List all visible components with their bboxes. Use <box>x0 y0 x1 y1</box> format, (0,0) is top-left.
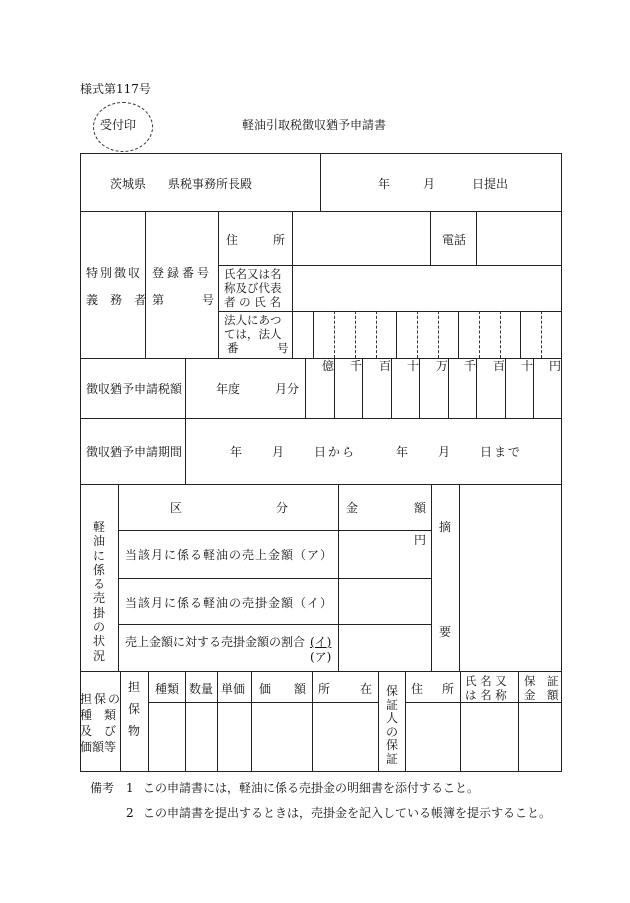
corp-number-box-divider <box>355 311 356 358</box>
corp-number-box-divider <box>334 311 335 358</box>
corp-number-box-divider <box>541 311 542 358</box>
row-divider <box>218 311 562 312</box>
digit-label: 百 <box>379 359 392 373</box>
collateral-side-label-4: 価額等 <box>80 740 117 754</box>
column-divider <box>185 418 186 484</box>
digit-label: 千 <box>350 359 363 373</box>
row-divider <box>118 624 431 625</box>
collateral-side-label-1: 担保の <box>80 692 123 706</box>
guarantor-name-header-1: 氏 名 又 <box>465 674 507 688</box>
ratio-denominator: (ア) <box>310 650 332 664</box>
value-header-b: 額 <box>294 682 307 696</box>
unit-price-column-header: 単価 <box>221 682 246 696</box>
date-submitted-label: 日提出 <box>472 177 509 191</box>
value-header-a: 価 <box>259 682 272 696</box>
tax-amount-label: 徴収猶予申請税額 <box>86 382 183 396</box>
column-divider <box>459 484 460 671</box>
column-divider <box>476 211 477 265</box>
corp-number-box-divider <box>520 311 521 358</box>
fiscal-year-label: 年度 <box>216 382 241 396</box>
registration-dai-label: 第 <box>152 293 165 307</box>
phone-label: 電話 <box>442 233 467 247</box>
form-title: 軽油引取税徴収猶予申請書 <box>242 118 387 132</box>
column-divider <box>430 211 431 265</box>
special-collector-label-2: 義 務 者 <box>86 293 147 307</box>
column-divider <box>431 484 432 671</box>
date-year-label: 年 <box>378 177 391 191</box>
special-collector-label: 特別徴収 <box>86 266 143 280</box>
notes-label: 備考 <box>90 781 115 795</box>
guarantee-amount-header-1: 保 証 <box>524 674 559 688</box>
period-start-day: 日から <box>314 445 357 459</box>
ratio-numerator: (イ) <box>310 635 332 649</box>
note-text-1: この申請書には，軽油に係る売掛金の明細書を添付すること。 <box>143 781 480 795</box>
digit-label: 十 <box>521 359 534 373</box>
receivable-amount-row-label: 当該月に係る軽油の売掛金額（イ） <box>125 596 334 610</box>
period-start-year: 年 <box>230 445 243 459</box>
column-divider <box>185 358 186 418</box>
row-divider <box>80 484 562 485</box>
row-divider <box>118 578 431 579</box>
corp-number-box-divider <box>396 311 397 358</box>
digit-divider <box>391 358 392 418</box>
remarks-label-a: 摘 <box>439 520 452 534</box>
header-kubun-b: 分 <box>276 501 289 515</box>
header-amount-b: 額 <box>414 501 427 515</box>
digit-label: 千 <box>464 359 477 373</box>
ratio-row-label: 売上金額に対する売掛金額の割合 <box>125 635 306 649</box>
column-divider <box>120 671 121 772</box>
column-divider <box>518 671 519 772</box>
note-number-1: 1 <box>126 781 134 795</box>
location-header-a: 所 <box>318 682 331 696</box>
name-label-line3: 者 の 氏 名 <box>224 295 281 309</box>
column-divider <box>338 484 339 671</box>
kind-column-header: 種類 <box>155 682 180 696</box>
note-text-2: この申請書を提出するときは，売掛金を記入している帳簿を提示すること。 <box>143 806 552 820</box>
column-divider <box>118 484 119 671</box>
yen-unit: 円 <box>414 533 427 547</box>
row-divider <box>80 671 562 672</box>
row-divider <box>118 530 431 531</box>
digit-divider <box>448 358 449 418</box>
digit-label: 万 <box>436 359 449 373</box>
column-divider <box>217 671 218 772</box>
digit-divider <box>476 358 477 418</box>
column-divider <box>405 671 406 772</box>
column-divider <box>320 153 321 211</box>
period-end-month: 月 <box>438 445 451 459</box>
form-number: 様式第117号 <box>80 82 151 96</box>
date-month-label: 月 <box>423 177 436 191</box>
name-label-line2: 称及び代表 <box>224 281 282 295</box>
column-divider <box>185 671 186 772</box>
collateral-item-label: 担保物 <box>127 680 140 738</box>
column-divider <box>218 211 219 358</box>
remarks-label-b: 要 <box>439 625 452 639</box>
corp-number-box-divider <box>376 311 377 358</box>
row-divider <box>80 358 562 359</box>
location-header-b: 在 <box>360 682 373 696</box>
name-label-line1: 氏名又は名 <box>224 267 282 281</box>
stamp-label: 受付印 <box>100 118 137 132</box>
guarantor-name-header-2: は 名 称 <box>465 688 507 702</box>
row-divider <box>148 702 378 703</box>
sales-status-side-label: 軽油に係る売掛の状況 <box>92 520 105 663</box>
column-divider <box>312 671 313 772</box>
address-label-sho: 所 <box>273 233 286 247</box>
corp-number-label-ban: 番 <box>227 341 239 355</box>
corp-number-label-go: 号 <box>277 341 289 355</box>
guarantor-address-header-b: 所 <box>442 682 455 696</box>
digit-divider <box>419 358 420 418</box>
sales-amount-row-label: 当該月に係る軽油の売上金額（ア） <box>125 548 334 562</box>
column-divider <box>460 671 461 772</box>
row-divider <box>80 418 562 419</box>
note-number-2: 2 <box>126 806 134 820</box>
month-portion-label: 月分 <box>275 382 300 396</box>
collateral-side-label-2: 種 類 <box>80 708 117 722</box>
corp-number-box-divider <box>479 311 480 358</box>
collateral-side-label-3: 及 び <box>80 724 117 738</box>
row-divider <box>80 211 562 212</box>
corp-number-label-line1: 法人にあつ <box>224 313 282 327</box>
addressee-office: 県税事務所長殿 <box>168 177 253 191</box>
digit-divider <box>334 358 335 418</box>
column-divider <box>251 671 252 772</box>
guarantee-amount-header-2: 金 額 <box>524 688 559 702</box>
corp-number-box-divider <box>438 311 439 358</box>
period-end-year: 年 <box>396 445 409 459</box>
guarantor-label: 保証人の保証 <box>385 684 398 766</box>
column-divider <box>148 671 149 772</box>
column-divider <box>305 358 306 418</box>
digit-divider <box>533 358 534 418</box>
column-divider <box>145 211 146 358</box>
corp-number-box-divider <box>458 311 459 358</box>
registration-go-label: 号 <box>202 293 215 307</box>
addressee-prefecture: 茨城県 <box>110 177 147 191</box>
column-divider <box>292 211 293 265</box>
column-divider <box>378 671 379 772</box>
address-label-ju: 住 <box>226 233 239 247</box>
corp-number-box-divider <box>313 311 314 358</box>
period-end-day: 日まで <box>480 445 523 459</box>
corp-number-label-line2: ては，法人 <box>224 327 282 341</box>
quantity-column-header: 数量 <box>189 682 214 696</box>
digit-divider <box>505 358 506 418</box>
column-divider <box>292 265 293 358</box>
guarantor-address-header-a: 住 <box>411 682 424 696</box>
digit-divider <box>362 358 363 418</box>
period-label: 徴収猶予申請期間 <box>86 445 183 459</box>
digit-label: 円 <box>549 359 562 373</box>
digit-label: 百 <box>493 359 506 373</box>
digit-label: 億 <box>322 359 335 373</box>
row-divider <box>405 702 562 703</box>
row-divider <box>218 265 562 266</box>
header-kubun-a: 区 <box>170 501 183 515</box>
corp-number-box-divider <box>500 311 501 358</box>
corp-number-box-divider <box>417 311 418 358</box>
header-amount-a: 金 <box>346 501 359 515</box>
digit-label: 十 <box>407 359 420 373</box>
registration-number-label: 登録番号 <box>152 266 213 280</box>
period-start-month: 月 <box>272 445 285 459</box>
